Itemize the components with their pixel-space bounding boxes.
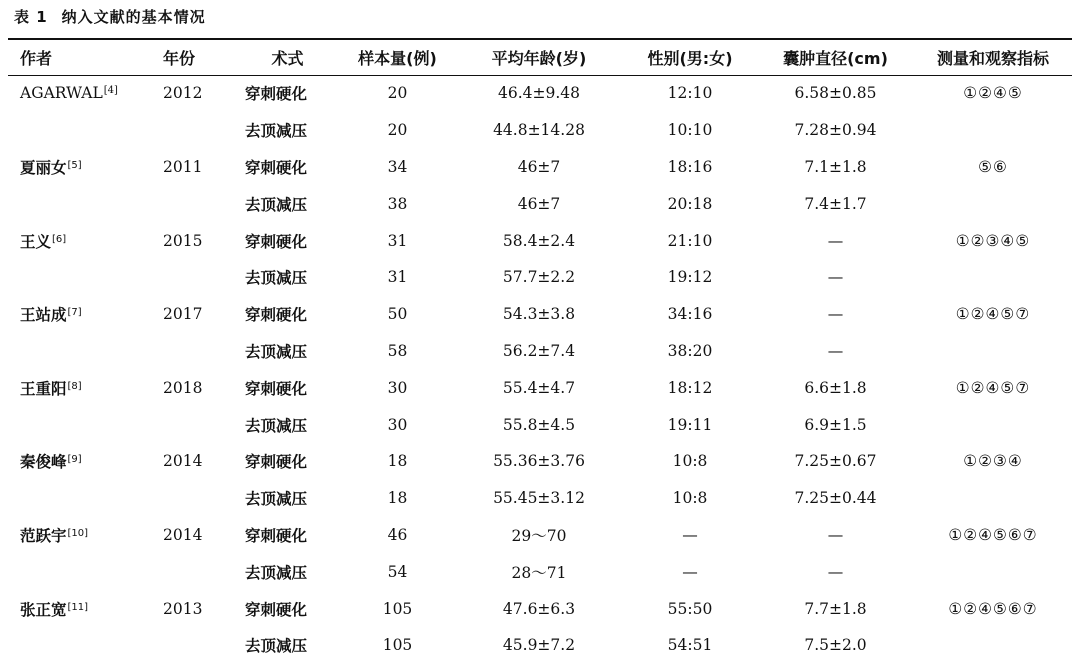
mean-age-cell: 28～71 bbox=[511, 563, 567, 582]
author-cell bbox=[8, 627, 159, 664]
year-cell: 2012 bbox=[163, 84, 203, 103]
indicators-cell bbox=[914, 480, 1072, 517]
table-body bbox=[8, 75, 1072, 664]
cyst-diameter-cell: 7.4±1.7 bbox=[804, 194, 867, 213]
author-name: 范跃宇 bbox=[20, 526, 67, 545]
sex-ratio-cell: 12:10 bbox=[667, 84, 713, 103]
cyst-diameter-cell: 7.1±1.8 bbox=[804, 157, 867, 176]
sample-size-cell: 58 bbox=[387, 341, 408, 360]
mean-age-cell: 46±7 bbox=[517, 194, 561, 213]
cyst-diameter-cell: — bbox=[827, 341, 844, 360]
sample-size-cell: 38 bbox=[387, 194, 408, 213]
method-cell: 去顶减压 bbox=[245, 269, 308, 288]
indicators-cell bbox=[914, 259, 1072, 296]
indicators-cell bbox=[914, 112, 1072, 149]
mean-age-cell: 54.3±3.8 bbox=[502, 305, 576, 324]
author-name: 王义 bbox=[20, 232, 52, 251]
col-header-sample-size: 样本量(例) bbox=[358, 49, 437, 68]
author-name: 王重阳 bbox=[20, 379, 67, 398]
literature-table bbox=[8, 40, 1072, 664]
indicators-cell bbox=[914, 627, 1072, 664]
col-header-indicators: 测量和观察指标 bbox=[936, 49, 1049, 68]
reference-marker: [4] bbox=[103, 85, 118, 97]
cyst-diameter-cell: 6.6±1.8 bbox=[804, 378, 867, 397]
sample-size-cell: 31 bbox=[387, 268, 408, 287]
table-row bbox=[8, 406, 1072, 443]
mean-age-cell: 46±7 bbox=[517, 157, 561, 176]
sex-ratio-cell: 18:12 bbox=[667, 378, 713, 397]
col-header-author: 作者 bbox=[20, 49, 53, 68]
cyst-diameter-cell: — bbox=[827, 305, 844, 324]
method-cell: 去顶减压 bbox=[245, 563, 308, 582]
author-cell bbox=[8, 112, 159, 149]
indicators-cell: ①②④⑤⑦ bbox=[955, 305, 1031, 324]
year-cell: 2017 bbox=[163, 305, 203, 324]
reference-marker: [8] bbox=[67, 380, 82, 392]
indicators-cell: ①②③④ bbox=[963, 452, 1023, 471]
method-cell: 去顶减压 bbox=[245, 122, 308, 141]
sample-size-cell: 50 bbox=[387, 305, 408, 324]
sample-size-cell: 105 bbox=[382, 636, 413, 655]
cyst-diameter-cell: 6.9±1.5 bbox=[804, 415, 867, 434]
indicators-cell: ①②④⑤⑦ bbox=[955, 378, 1031, 397]
sample-size-cell: 46 bbox=[387, 525, 408, 544]
mean-age-cell: 29～70 bbox=[511, 526, 567, 545]
method-cell: 穿刺硬化 bbox=[245, 453, 308, 472]
indicators-cell bbox=[914, 553, 1072, 590]
method-cell: 去顶减压 bbox=[245, 195, 308, 214]
author-cell bbox=[8, 75, 159, 112]
sex-ratio-cell: 10:8 bbox=[672, 489, 708, 508]
author-cell bbox=[8, 443, 159, 480]
table-row bbox=[8, 443, 1072, 480]
year-cell bbox=[159, 112, 235, 149]
sample-size-cell: 30 bbox=[387, 378, 408, 397]
author-name: 秦俊峰 bbox=[20, 453, 67, 472]
indicators-cell: ①②③④⑤ bbox=[955, 231, 1031, 250]
author-cell bbox=[8, 185, 159, 222]
col-header-method: 术式 bbox=[271, 49, 304, 68]
table-row bbox=[8, 222, 1072, 259]
author-cell bbox=[8, 222, 159, 259]
year-cell: 2014 bbox=[163, 452, 203, 471]
sample-size-cell: 105 bbox=[382, 599, 413, 618]
sample-size-cell: 31 bbox=[387, 231, 408, 250]
sample-size-cell: 18 bbox=[387, 452, 408, 471]
method-cell: 穿刺硬化 bbox=[245, 379, 308, 398]
reference-marker: [9] bbox=[67, 454, 82, 466]
indicators-cell bbox=[914, 333, 1072, 370]
author-name: AGARWAL bbox=[20, 84, 103, 103]
col-header-mean-age: 平均年龄(岁) bbox=[491, 49, 587, 68]
col-header-year: 年份 bbox=[163, 49, 196, 68]
year-cell bbox=[159, 406, 235, 443]
sex-ratio-cell: 18:16 bbox=[667, 157, 713, 176]
mean-age-cell: 46.4±9.48 bbox=[497, 84, 580, 103]
table-number: 表 1 bbox=[14, 8, 48, 26]
table-row bbox=[8, 369, 1072, 406]
sex-ratio-cell: 54:51 bbox=[667, 636, 713, 655]
method-cell: 去顶减压 bbox=[245, 342, 308, 361]
cyst-diameter-cell: 7.7±1.8 bbox=[804, 599, 867, 618]
cyst-diameter-cell: — bbox=[827, 562, 844, 581]
table-row bbox=[8, 149, 1072, 186]
year-cell: 2011 bbox=[163, 157, 203, 176]
table-row bbox=[8, 480, 1072, 517]
author-cell bbox=[8, 553, 159, 590]
sample-size-cell: 34 bbox=[387, 157, 408, 176]
method-cell: 穿刺硬化 bbox=[245, 85, 308, 104]
indicators-cell bbox=[914, 185, 1072, 222]
cyst-diameter-cell: — bbox=[827, 268, 844, 287]
table-row bbox=[8, 627, 1072, 664]
cyst-diameter-cell: 7.5±2.0 bbox=[804, 636, 867, 655]
method-cell: 穿刺硬化 bbox=[245, 600, 308, 619]
method-cell: 穿刺硬化 bbox=[245, 306, 308, 325]
reference-marker: [11] bbox=[67, 601, 89, 613]
year-cell bbox=[159, 553, 235, 590]
method-cell: 穿刺硬化 bbox=[245, 158, 308, 177]
author-cell bbox=[8, 333, 159, 370]
col-header-cyst-diameter: 囊肿直径(cm) bbox=[783, 49, 888, 68]
table-row bbox=[8, 112, 1072, 149]
mean-age-cell: 57.7±2.2 bbox=[502, 268, 576, 287]
table-title: 纳入文献的基本情况 bbox=[61, 8, 206, 26]
sex-ratio-cell: 10:8 bbox=[672, 452, 708, 471]
sex-ratio-cell: 21:10 bbox=[667, 231, 713, 250]
sample-size-cell: 20 bbox=[387, 121, 408, 140]
mean-age-cell: 55.8±4.5 bbox=[502, 415, 576, 434]
table-row bbox=[8, 296, 1072, 333]
method-cell: 去顶减压 bbox=[245, 637, 308, 656]
sex-ratio-cell: 34:16 bbox=[667, 305, 713, 324]
method-cell: 去顶减压 bbox=[245, 490, 308, 509]
author-cell bbox=[8, 369, 159, 406]
cyst-diameter-cell: — bbox=[827, 525, 844, 544]
method-cell: 穿刺硬化 bbox=[245, 232, 308, 251]
table-row bbox=[8, 553, 1072, 590]
method-cell: 去顶减压 bbox=[245, 416, 308, 435]
cyst-diameter-cell: 7.25±0.44 bbox=[794, 489, 877, 508]
mean-age-cell: 56.2±7.4 bbox=[502, 341, 576, 360]
sex-ratio-cell: 38:20 bbox=[667, 341, 713, 360]
cyst-diameter-cell: 7.28±0.94 bbox=[794, 121, 877, 140]
reference-marker: [7] bbox=[67, 307, 82, 319]
sex-ratio-cell: 55:50 bbox=[667, 599, 713, 618]
year-cell: 2013 bbox=[163, 599, 203, 618]
mean-age-cell: 55.4±4.7 bbox=[502, 378, 576, 397]
author-cell bbox=[8, 517, 159, 554]
year-cell bbox=[159, 480, 235, 517]
mean-age-cell: 55.36±3.76 bbox=[493, 452, 585, 471]
indicators-cell bbox=[914, 406, 1072, 443]
table-row bbox=[8, 259, 1072, 296]
reference-marker: [10] bbox=[67, 527, 89, 539]
year-cell: 2018 bbox=[163, 378, 203, 397]
mean-age-cell: 58.4±2.4 bbox=[502, 231, 576, 250]
indicators-cell: ①②④⑤⑥⑦ bbox=[948, 525, 1038, 544]
author-cell bbox=[8, 590, 159, 627]
year-cell bbox=[159, 333, 235, 370]
sample-size-cell: 30 bbox=[387, 415, 408, 434]
table-row bbox=[8, 517, 1072, 554]
author-name: 夏丽女 bbox=[20, 158, 67, 177]
author-cell bbox=[8, 406, 159, 443]
year-cell: 2015 bbox=[163, 231, 203, 250]
sample-size-cell: 54 bbox=[387, 562, 408, 581]
table-row bbox=[8, 185, 1072, 222]
cyst-diameter-cell: 7.25±0.67 bbox=[794, 452, 877, 471]
table-row bbox=[8, 75, 1072, 112]
reference-marker: [6] bbox=[52, 233, 67, 245]
author-cell bbox=[8, 259, 159, 296]
sex-ratio-cell: 19:12 bbox=[667, 268, 713, 287]
sex-ratio-cell: 10:10 bbox=[667, 121, 713, 140]
table-row bbox=[8, 333, 1072, 370]
year-cell bbox=[159, 185, 235, 222]
sex-ratio-cell: 20:18 bbox=[667, 194, 713, 213]
author-cell bbox=[8, 149, 159, 186]
year-cell bbox=[159, 627, 235, 664]
indicators-cell: ⑤⑥ bbox=[978, 157, 1008, 176]
author-name: 张正宽 bbox=[20, 600, 67, 619]
cyst-diameter-cell: — bbox=[827, 231, 844, 250]
sample-size-cell: 20 bbox=[387, 84, 408, 103]
mean-age-cell: 47.6±6.3 bbox=[502, 599, 576, 618]
author-cell bbox=[8, 296, 159, 333]
method-cell: 穿刺硬化 bbox=[245, 526, 308, 545]
col-header-sex-ratio: 性别(男:女) bbox=[647, 49, 733, 68]
header-row bbox=[8, 40, 1072, 75]
sex-ratio-cell: — bbox=[682, 562, 698, 581]
mean-age-cell: 44.8±14.28 bbox=[493, 121, 585, 140]
indicators-cell: ①②④⑤ bbox=[963, 84, 1023, 103]
author-cell bbox=[8, 480, 159, 517]
mean-age-cell: 45.9±7.2 bbox=[502, 636, 576, 655]
table-caption bbox=[14, 6, 206, 27]
sex-ratio-cell: 19:11 bbox=[667, 415, 713, 434]
mean-age-cell: 55.45±3.12 bbox=[493, 489, 585, 508]
year-cell bbox=[159, 259, 235, 296]
table-row bbox=[8, 590, 1072, 627]
indicators-cell: ①②④⑤⑥⑦ bbox=[948, 599, 1038, 618]
cyst-diameter-cell: 6.58±0.85 bbox=[794, 84, 877, 103]
sex-ratio-cell: — bbox=[682, 525, 698, 544]
reference-marker: [5] bbox=[67, 159, 82, 171]
author-name: 王站成 bbox=[20, 306, 67, 325]
sample-size-cell: 18 bbox=[387, 489, 408, 508]
year-cell: 2014 bbox=[163, 525, 203, 544]
